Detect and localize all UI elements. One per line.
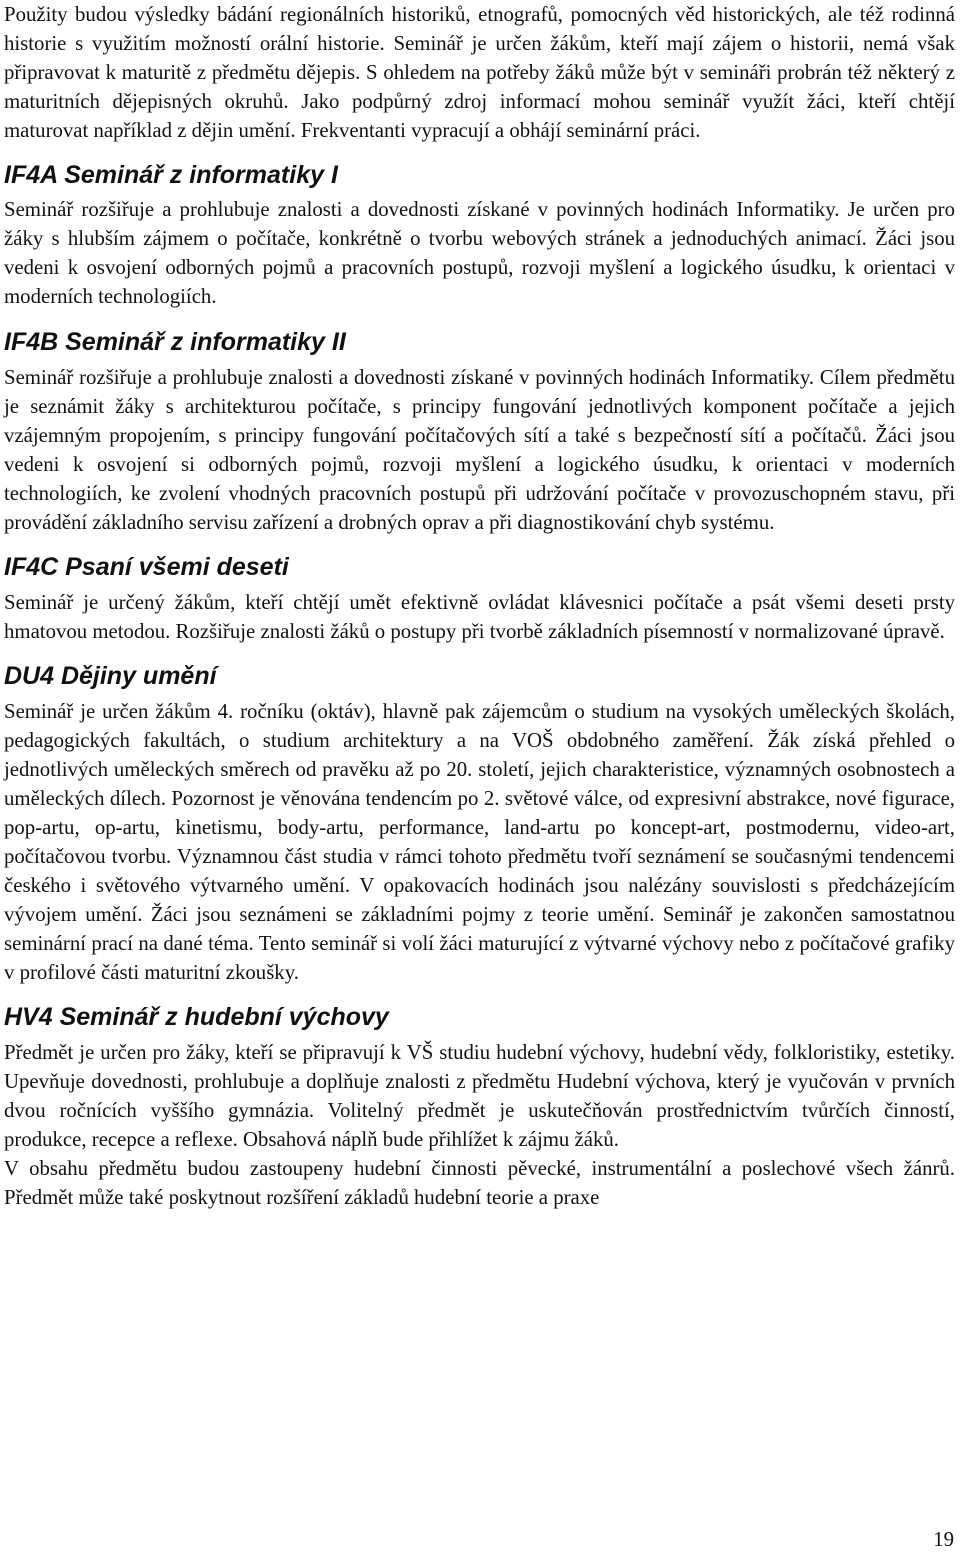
section-paragraph-if4a: Seminář rozšiřuje a prohlubuje znalosti a dovednosti získané v povinných hodinách Informatiky. Je určen pro žáky s hlubším zájmem o počítače, konkrétně o tvorbu webových stránek a jednoduchých animací. Žáci jsou vedeni k osvojení odborných pojmů a pracovních postupů, rozvoji myšlení a logického úsudku, k orientaci v moderních technologiích. <box>4 198 955 308</box>
section-paragraph-hv4-2: V obsahu předmětu budou zastoupeny hudební činnosti pěvecké, instrumentální a poslechové všech žánrů. Předmět může také poskytnout rozšíření základů hudební teorie a praxe <box>4 1157 955 1209</box>
section-paragraph-if4c: Seminář je určený žákům, kteří chtějí umět efektivně ovládat klávesnici počítače a psát všemi deseti prsty hmatovou metodou. Rozšiřuje znalosti žáků o postupy při tvorbě základních písemností v normalizované úpravě. <box>4 591 955 643</box>
document-page <box>4 0 955 1212</box>
section-heading-if4a: IF4A Seminář z informatiky I <box>4 161 338 189</box>
intro-paragraph: Použity budou výsledky bádání regionálních historiků, etnografů, pomocných věd historických, ale též rodinná historie s využitím možností orální historie. Seminář je určen žákům, kteří mají zájem o historii, nemá však připravovat k maturitě z předmětu dějepis. S ohledem na potřeby žáků může být v semináři probrán též některý z maturitních dějepisných okruhů. Jako podpůrný zdroj informací mohou seminář využít žáci, kteří chtějí maturovat například z dějin umění. Frekventanti vypracují a obhájí seminární práci. <box>4 3 955 142</box>
section-paragraph-if4b: Seminář rozšiřuje a prohlubuje znalosti a dovednosti získané v povinných hodinách Informatiky. Cílem předmětu je seznámit žáky s architekturou počítače, s principy fungování jednotlivých komponent počítače a jejich vzájemným propojením, s principy fungování počítačových sítí a také s bezpečností sítí a počítačů. Žáci jsou vedeni k osvojení si odborných pojmů, rozvoji myšlení a logického úsudku, k orientaci v moderních technologiích, ke zvolení vhodných pracovních postupů při udržování počítače v provozuschopném stavu, při provádění základního servisu zařízení a drobných oprav a při diagnostikování chyb systému. <box>4 366 955 534</box>
section-paragraph-hv4-1: Předmět je určen pro žáky, kteří se připravují k VŠ studiu hudební výchovy, hudební vědy, folkloristiky, estetiky. Upevňuje dovednosti, prohlubuje a doplňuje znalosti z předmětu Hudební výchova, který je vyučován v prvních dvou ročnících vyššího gymnázia. Volitelný předmět je uskutečňován prostřednictvím tvůrčích činností, produkce, recepce a reflexe. Obsahová náplň bude přihlížet k zájmu žáků. <box>4 1041 955 1151</box>
section-heading-du4: DU4 Dějiny umění <box>4 662 217 690</box>
section-heading-hv4: HV4 Seminář z hudební výchovy <box>4 1003 389 1031</box>
page-number: 19 <box>933 1528 954 1551</box>
section-heading-if4c: IF4C Psaní všemi deseti <box>4 553 289 581</box>
section-heading-if4b: IF4B Seminář z informatiky II <box>4 328 346 356</box>
section-paragraph-du4: Seminář je určen žákům 4. ročníku (oktáv), hlavně pak zájemcům o studium na vysokých uměleckých školách, pedagogických fakultách, o studium architektury a na VOŠ obdobného zaměření. Žák získá přehled o jednotlivých uměleckých směrech od pravěku až po 20. století, jejich charakteristice, významných osobnostech a uměleckých dílech. Pozornost je věnována tendencím po 2. světové válce, od expresivní abstrakce, nové figurace, pop-artu, op-artu, kinetismu, body-artu, performance, land-artu po koncept-art, postmodernu, video-art, počítačovou tvorbu. Významnou část studia v rámci tohoto předmětu tvoří seznámení se současnými tendencemi českého i světového výtvarného umění. V opakovacích hodinách jsou nalézány souvislosti s předcházejícím vývojem umění. Žáci jsou seznámeni se základními pojmy z teorie umění. Seminář je zakončen samostatnou seminární prací na dané téma. Tento seminář si volí žáci maturující z výtvarné výchovy nebo z počítačové grafiky v profilové části maturitní zkoušky. <box>4 700 955 984</box>
